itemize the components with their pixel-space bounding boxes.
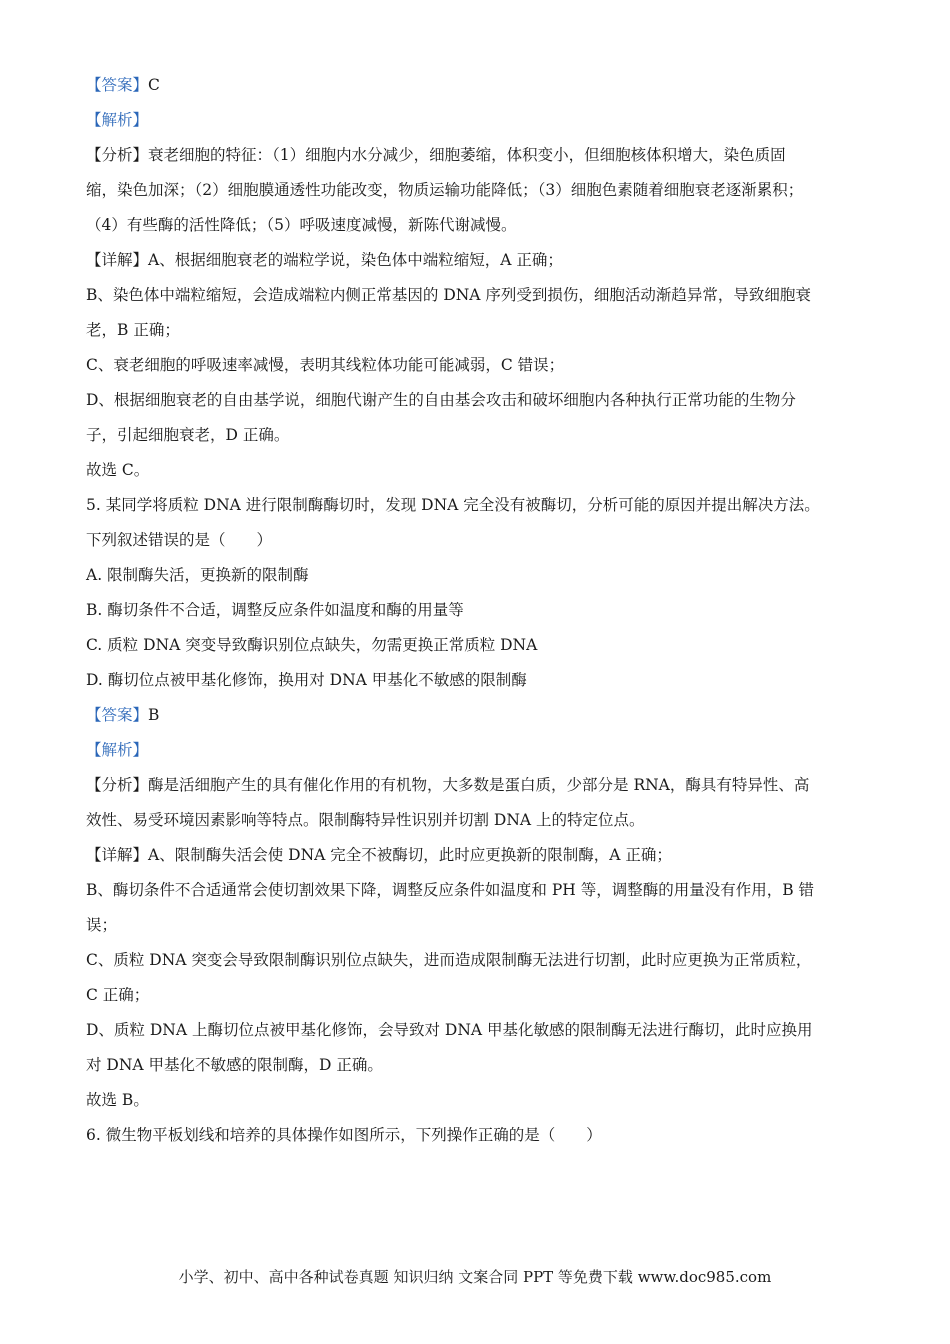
detail-tag: 【详解】 bbox=[86, 251, 149, 269]
answer-tag: 【答案】 bbox=[86, 706, 149, 724]
fenxi-line: 效性、易受环境因素影响等特点。限制酶特异性识别并切割 DNA 上的特定位点。 bbox=[86, 811, 645, 829]
answer-value: B bbox=[148, 706, 160, 724]
detail-text: A、限制酶失活会使 DNA 完全不被酶切，此时应更换新的限制酶，A 正确； bbox=[148, 846, 672, 864]
fenxi-line bbox=[86, 138, 868, 173]
detail-line: 误； bbox=[86, 916, 118, 934]
detail-line: 对 DNA 甲基化不敏感的限制酶，D 正确。 bbox=[86, 1056, 383, 1074]
detail-line: D、质粒 DNA 上酶切位点被甲基化修饰，会导致对 DNA 甲基化敏感的限制酶无法进行酶切，此时应换用 bbox=[86, 1021, 813, 1039]
detail-line: C 正确； bbox=[86, 986, 150, 1004]
question-stem: 5. 某同学将质粒 DNA 进行限制酶酶切时，发现 DNA 完全没有被酶切，分析可能的原因并提出解决方法。 bbox=[86, 496, 820, 514]
question-stem: 下列叙述错误的是（ ） bbox=[86, 531, 273, 549]
detail-line: B、染色体中端粒缩短，会造成端粒内侧正常基因的 DNA 序列受到损伤，细胞活动渐趋异常，导致细胞衰 bbox=[86, 286, 811, 304]
fenxi-line: （4）有些酶的活性降低；（5）呼吸速度减慢，新陈代谢减慢。 bbox=[86, 216, 517, 234]
detail-line bbox=[86, 243, 868, 278]
fenxi-line bbox=[86, 768, 868, 803]
detail-line: B、酶切条件不合适通常会使切割效果下降，调整反应条件如温度和 PH 等，调整酶的用量没有作用，B 错 bbox=[86, 881, 815, 899]
fenxi-line: 缩，染色加深；（2）细胞膜通透性功能改变，物质运输功能降低；（3）细胞色素随着细胞衰老逐渐累积； bbox=[86, 181, 804, 199]
question-stem: 6. 微生物平板划线和培养的具体操作如图所示，下列操作正确的是（ ） bbox=[86, 1126, 602, 1144]
conclusion-line: 故选 B。 bbox=[86, 1091, 149, 1109]
option-a: A. 限制酶失活，更换新的限制酶 bbox=[86, 566, 309, 584]
answer-tag: 【答案】 bbox=[86, 76, 149, 94]
detail-line: 老，B 正确； bbox=[86, 321, 180, 339]
fenxi-text: 衰老细胞的特征：（1）细胞内水分减少，细胞萎缩，体积变小，但细胞核体积增大，染色质固 bbox=[148, 146, 786, 164]
fenxi-tag: 【分析】 bbox=[86, 776, 149, 794]
option-b: B. 酶切条件不合适，调整反应条件如温度和酶的用量等 bbox=[86, 601, 464, 619]
analysis-heading bbox=[86, 733, 868, 768]
analysis-tag: 【解析】 bbox=[86, 741, 149, 759]
fenxi-tag: 【分析】 bbox=[86, 146, 149, 164]
answer-line bbox=[86, 698, 868, 733]
option-d: D. 酶切位点被甲基化修饰，换用对 DNA 甲基化不敏感的限制酶 bbox=[86, 671, 527, 689]
detail-tag: 【详解】 bbox=[86, 846, 149, 864]
detail-line bbox=[86, 838, 868, 873]
answer-line bbox=[86, 68, 868, 103]
conclusion-line: 故选 C。 bbox=[86, 461, 150, 479]
analysis-tag: 【解析】 bbox=[86, 111, 149, 129]
analysis-heading bbox=[86, 103, 868, 138]
option-c: C. 质粒 DNA 突变导致酶识别位点缺失，勿需更换正常质粒 DNA bbox=[86, 636, 538, 654]
detail-line: 子，引起细胞衰老，D 正确。 bbox=[86, 426, 290, 444]
detail-line: C、质粒 DNA 突变会导致限制酶识别位点缺失，进而造成限制酶无法进行切割，此时应更换为正常质粒， bbox=[86, 951, 812, 969]
detail-line: D、根据细胞衰老的自由基学说，细胞代谢产生的自由基会攻击和破坏细胞内各种执行正常功能的生物分 bbox=[86, 391, 796, 409]
detail-line: C、衰老细胞的呼吸速率减慢，表明其线粒体功能可能减弱，C 错误； bbox=[86, 356, 565, 374]
fenxi-text: 酶是活细胞产生的具有催化作用的有机物，大多数是蛋白质，少部分是 RNA，酶具有特异性、高 bbox=[148, 776, 810, 794]
detail-text: A、根据细胞衰老的端粒学说，染色体中端粒缩短，A 正确； bbox=[148, 251, 563, 269]
page-footer: 小学、初中、高中各种试卷真题 知识归纳 文案合同 PPT 等免费下载 www.doc985.com bbox=[178, 1268, 772, 1286]
document-body bbox=[86, 68, 868, 1153]
answer-value: C bbox=[148, 76, 160, 94]
